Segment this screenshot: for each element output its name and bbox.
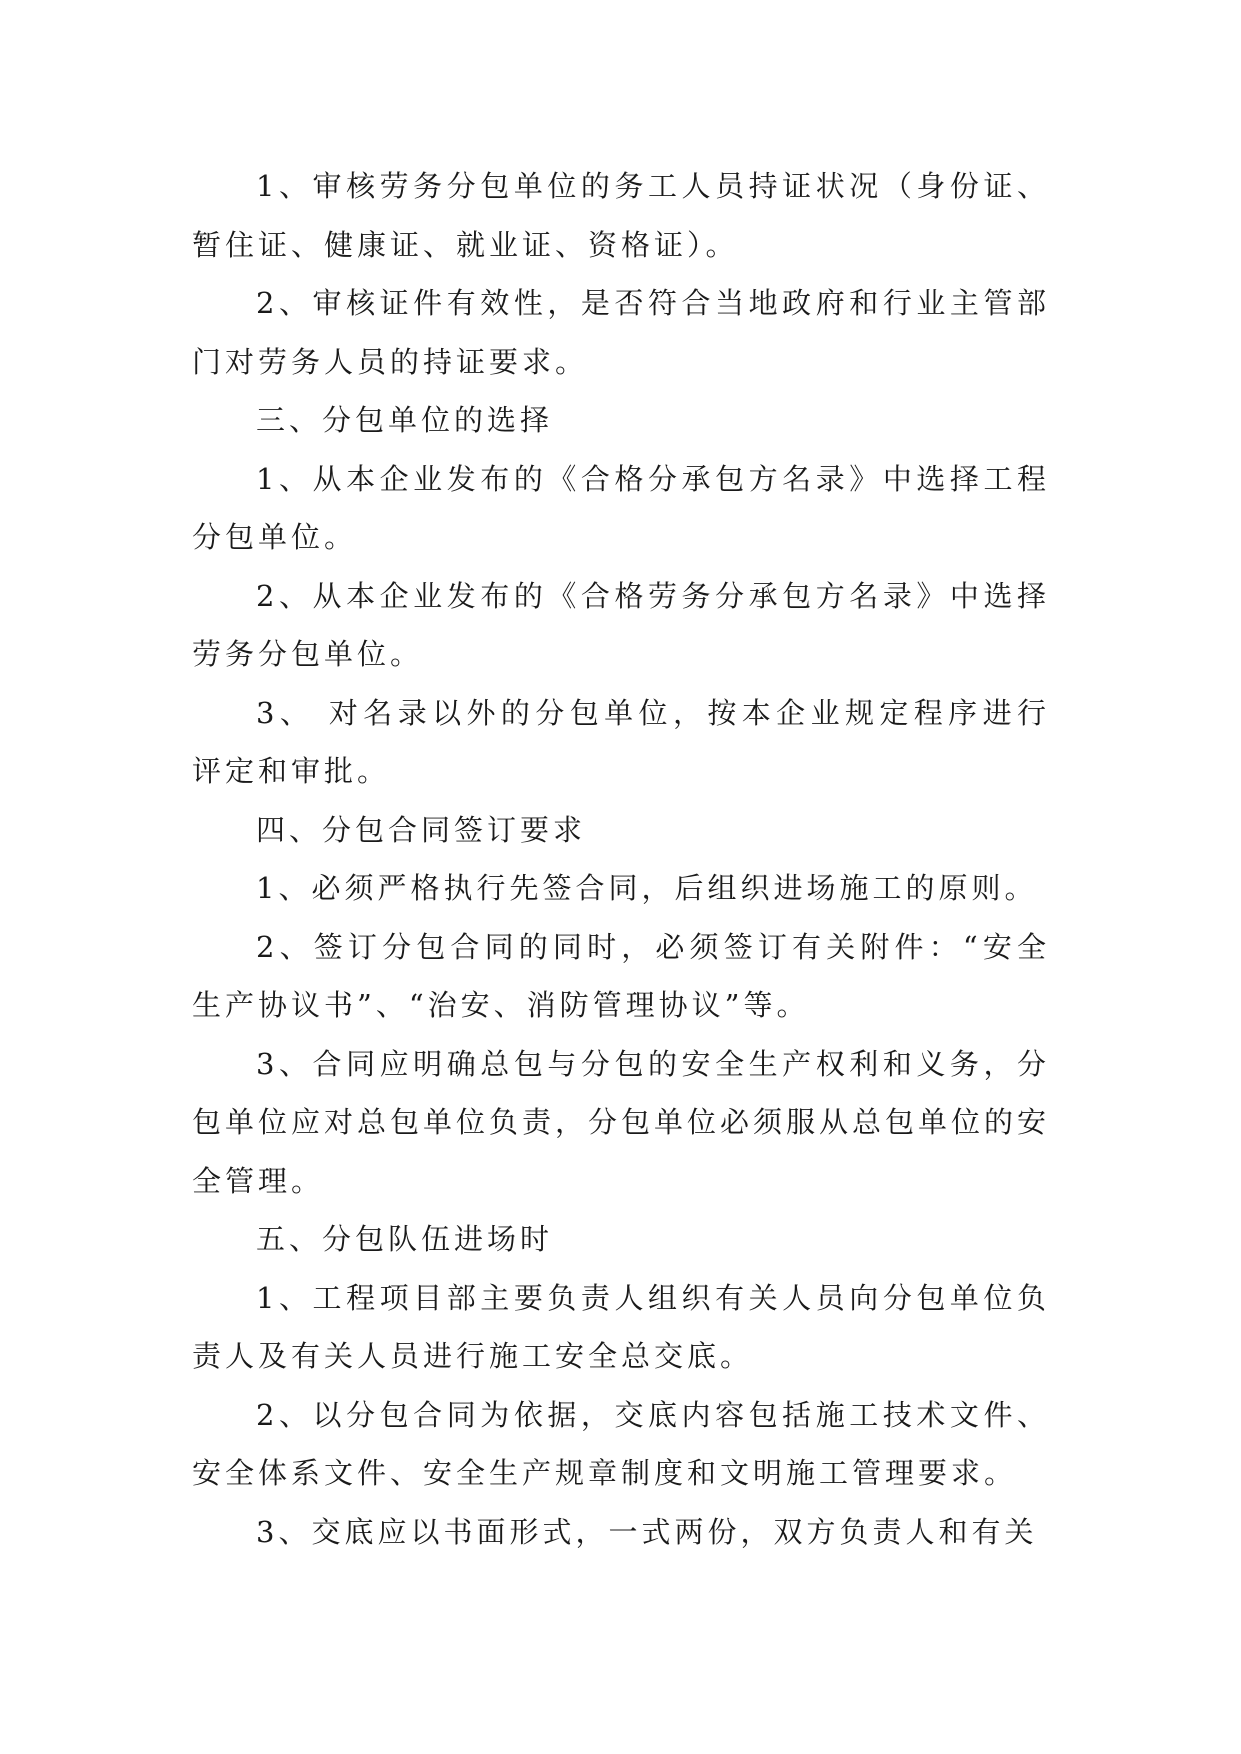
paragraph-qualified-subcontractor-list: 1、从本企业发布的《合格分承包方名录》中选择工程分包单位。 xyxy=(192,461,1050,554)
section-heading-team-entry: 五、分包队伍进场时 xyxy=(256,1222,554,1256)
section-heading-contract-requirements: 四、分包合同签订要求 xyxy=(256,812,587,847)
section-heading-subcontractor-selection: 三、分包单位的选择 xyxy=(256,403,554,437)
document-page xyxy=(192,157,1050,1561)
paragraph-written-briefing: 3、交底应以书面形式，一式两份，双方负责人和有关 xyxy=(256,1514,1038,1549)
paragraph-rights-and-obligations: 3、合同应明确总包与分包的安全生产权利和义务，分包单位应对总包单位负责，分包单位必须服从总包单位的安全管理。 xyxy=(192,1046,1051,1198)
paragraph-sign-contract-first: 1、必须严格执行先签合同，后组织进场施工的原则。 xyxy=(256,871,1038,905)
paragraph-verify-worker-certificates: 1、审核劳务分包单位的务工人员持证状况（身份证、暂住证、健康证、就业证、资格证）。 xyxy=(192,169,1050,262)
paragraph-safety-briefing: 1、工程项目部主要负责人组织有关人员向分包单位负责人及有关人员进行施工安全总交底。 xyxy=(192,1280,1050,1373)
paragraph-briefing-content: 2、以分包合同为依据，交底内容包括施工技术文件、安全体系文件、安全生产规章制度和文明施工管理要求。 xyxy=(192,1397,1050,1490)
paragraph-qualified-labor-subcontractor-list: 2、从本企业发布的《合格劳务分承包方名录》中选择劳务分包单位。 xyxy=(192,578,1050,671)
paragraph-unlisted-subcontractors: 3、 对名录以外的分包单位，按本企业规定程序进行评定和审批。 xyxy=(192,695,1050,788)
paragraph-contract-attachments: 2、签订分包合同的同时，必须签订有关附件：“安全生产协议书”、“治安、消防管理协议”等。 xyxy=(192,929,1050,1022)
paragraph-verify-certificate-validity: 2、审核证件有效性，是否符合当地政府和行业主管部门对劳务人员的持证要求。 xyxy=(192,286,1050,379)
